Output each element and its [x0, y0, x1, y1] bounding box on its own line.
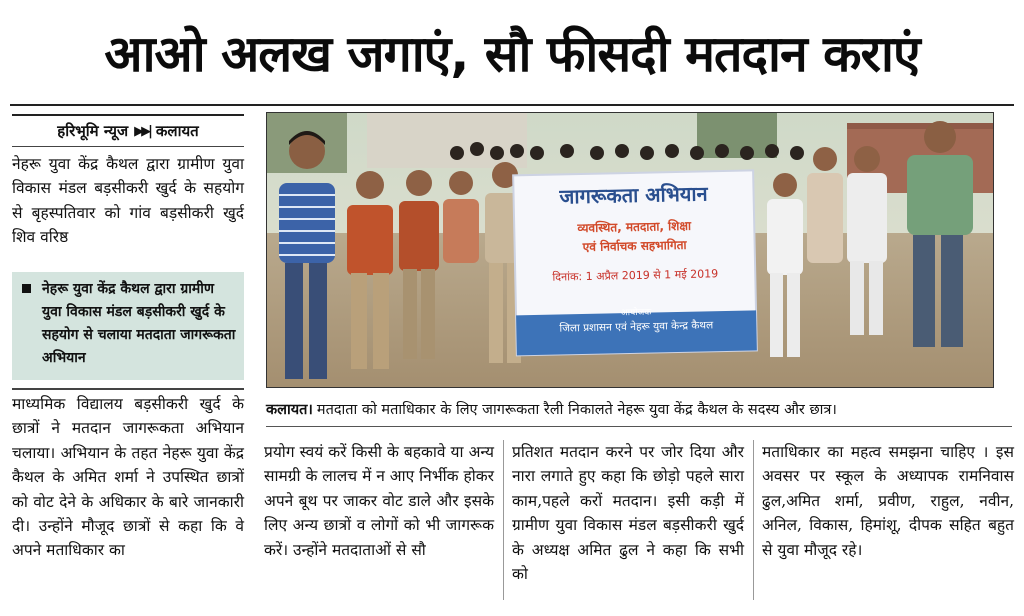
column-separator	[503, 440, 504, 600]
caption-place: कलायत।	[266, 402, 313, 418]
banner-dates: दिनांक: 1 अप्रैल 2019 से 1 मई 2019	[552, 267, 719, 284]
left-column-paragraph: माध्यमिक विद्यालय बड़सीकरी खुर्द के छात्रों ने मतदान जागरूकता अभियान चलाया। अभियान के तहत नेहरू युवा केंद्र कैथल के अमित शर्मा ने उपस्थित छात्रों को वोट देने के अधिकार के बारे जानकारी दी। उन्होंने मौजूद छात्रों से कहा कि वे अपने मताधिकार का	[12, 395, 244, 560]
byline-location: कलायत	[155, 122, 199, 140]
banner-subtitle-1: व्यवस्थित, मतदाता, शिक्षा	[577, 218, 692, 236]
news-photo	[266, 112, 994, 388]
banner	[513, 171, 757, 356]
intro-paragraph: नेहरू युवा केंद्र कैथल द्वारा ग्रामीण युवा विकास मंडल बड़सीकरी खुर्द के सहयोग से बृहस्पतिवार को गांव बड़सीकरी खुर्द शिव वरिष्ठ	[12, 155, 244, 247]
byline-source: हरिभूमि न्यूज	[57, 122, 129, 140]
caption-text: मतदाता को मताधिकार के लिए जागरूकता रैली निकालते नेहरू युवा केंद्र कैथल के सदस्य और छात्र।	[316, 402, 837, 418]
highlight-box	[12, 272, 244, 380]
highlight-text: नेहरू युवा केंद्र कैथल द्वारा ग्रामीण युवा विकास मंडल बड़सीकरी खुर्द के सहयोग से चलाया मतदाता जागरूकता अभियान	[42, 281, 236, 366]
headline: आओ अलख जगाएं, सौ फीसदी मतदान कराएं	[104, 25, 920, 83]
headline-rule	[10, 104, 1014, 106]
column-separator	[753, 440, 754, 600]
byline	[12, 114, 244, 147]
banner-subtitle-2: एवं निर्वाचक सहभागिता	[582, 237, 687, 255]
column-2-paragraph: प्रयोग स्वयं करें किसी के बहकावे या अन्य सामग्री के लालच में न आए निर्भीक होकर अपने बूथ पर जाकर वोट डाले और इसके लिए अन्य छात्रों व लोगों को भी जागरूक करें। उन्होंने मतदाताओं से सौ	[264, 443, 494, 559]
banner-title: जागरूकता अभियान	[559, 181, 708, 209]
column-3-paragraph: प्रतिशत मतदान करने पर जोर दिया और नारा लगाते हुए कहा कि छोड़ो पहले सारा काम,पहले करों मतदान। इसी कड़ी में ग्रामीण युवा विकास मंडल बड़सीकरी खुर्द के अध्यक्ष अमित ढुल ने कहा कि सभी को	[512, 443, 744, 584]
square-bullet-icon	[22, 284, 31, 293]
byline-arrows-icon: ▶▶|	[134, 123, 150, 139]
banner-organizer: जिला प्रशासन एवं नेहरू युवा केन्द्र कैथल	[559, 319, 714, 335]
photo-caption	[266, 392, 1012, 427]
column-4-paragraph: मताधिकार का महत्व समझना चाहिए । इस अवसर पर स्कूल के अध्यापक रामनिवास ढुल,अमित शर्मा, प्रवीण, राहुल, नवीन, अनिल, विकास, हिमांशू, दीपक सहित बहुत से युवा मौजूद रहे।	[762, 443, 1014, 559]
column-divider	[12, 388, 244, 390]
banner-organizer-prefix: आयोजक	[620, 307, 652, 319]
